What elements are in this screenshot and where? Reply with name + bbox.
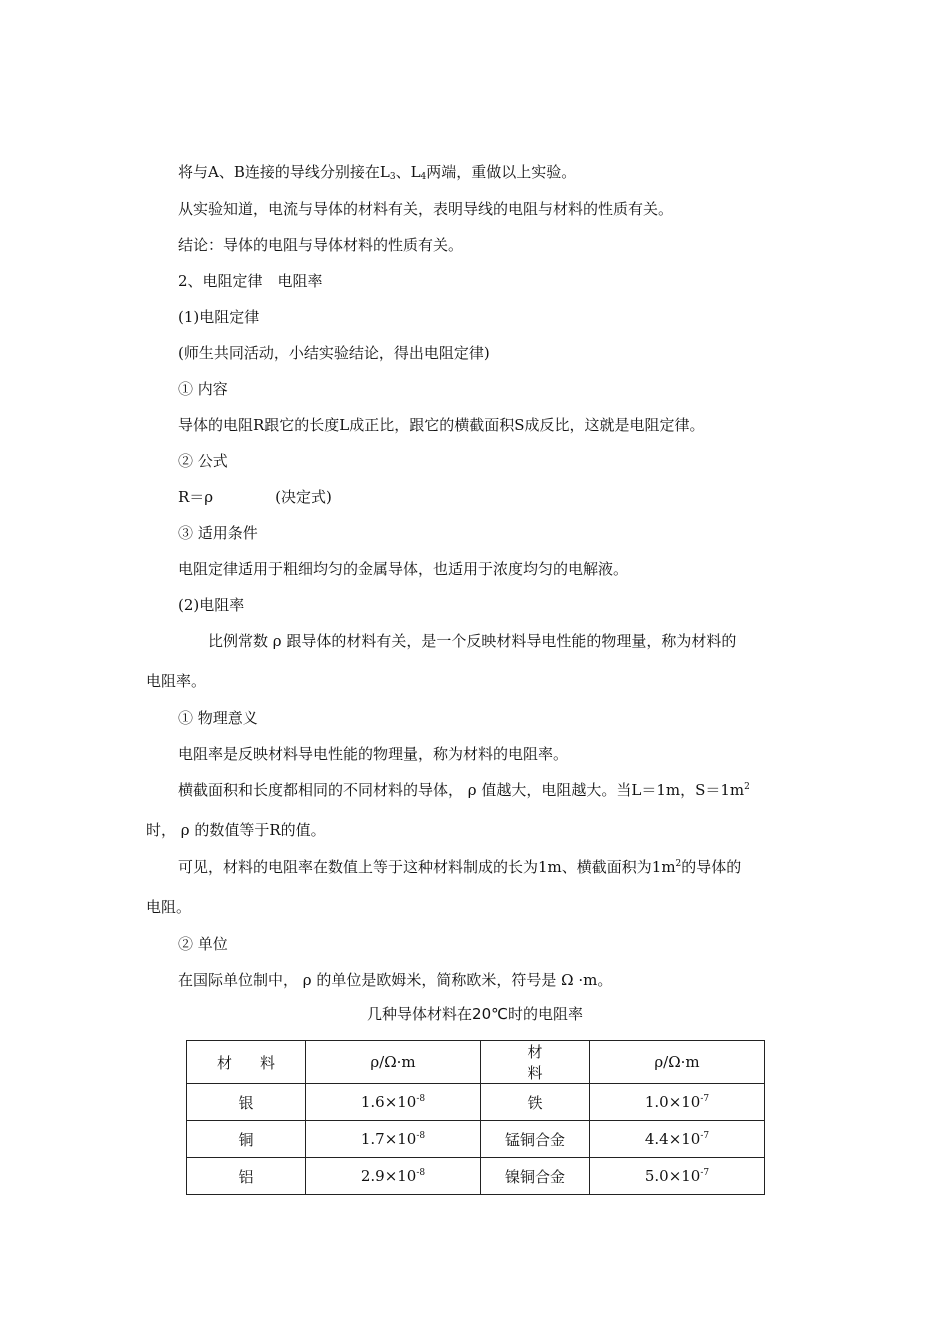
table-row <box>187 1158 765 1195</box>
item-heading-physical-meaning: ① 物理意义 <box>178 709 258 727</box>
paragraph-applicability: 电阻定律适用于粗细均匀的金属导体，也适用于浓度均匀的电解液。 <box>178 560 629 578</box>
paragraph-repeat-experiment: 将与A、B连接的导线分别接在$L_3$、$L_4$两端，重做以上实验。 <box>178 163 577 182</box>
table-caption: 几种导体材料在20℃时的电阻率 <box>367 1005 583 1023</box>
resistivity-cell: $1.0\times 10^{-7}$ <box>590 1084 765 1121</box>
item-heading-conditions: ③ 适用条件 <box>178 524 258 542</box>
item-heading-unit: ② 单位 <box>178 935 228 953</box>
paragraph-law-statement: 导体的电阻R跟它的长度L成正比，跟它的横截面积S成反比，这就是电阻定律。 <box>178 416 705 434</box>
subsection-heading-law: (1)电阻定律 <box>178 308 260 326</box>
resistivity-cell: $5.0\times 10^{-7}$ <box>590 1158 765 1195</box>
item-heading-formula: ② 公式 <box>178 452 228 470</box>
resistivity-cell: $1.7\times 10^{-8}$ <box>306 1121 481 1158</box>
material-cell: 锰铜合金 <box>481 1121 590 1158</box>
paragraph-unit: 在国际单位制中， ρ 的单位是欧姆米，简称欧米，符号是 Ω ·m。 <box>178 971 613 989</box>
resistivity-cell: $2.9\times 10^{-8}$ <box>306 1158 481 1195</box>
resistivity-table <box>186 1040 765 1195</box>
subsection-heading-resistivity: (2)电阻率 <box>178 596 245 614</box>
material-cell: 银 <box>187 1084 306 1121</box>
table-header-row <box>187 1041 765 1084</box>
material-cell: 铁 <box>481 1084 590 1121</box>
material-cell: 铝 <box>187 1158 306 1195</box>
table-row <box>187 1121 765 1158</box>
paragraph-conclusion: 结论：导体的电阻与导体材料的性质有关。 <box>178 236 464 254</box>
material-cell: 铜 <box>187 1121 306 1158</box>
paragraph-proportional-constant: 比例常数 ρ 跟导体的材料有关，是一个反映材料导电性能的物理量，称为材料的 <box>208 632 737 650</box>
paragraph-resistivity-definition: 电阻率是反映材料导电性能的物理量，称为材料的电阻率。 <box>178 745 569 763</box>
paragraph-numeric-meaning: 可见，材料的电阻率在数值上等于这种材料制成的长为1m、横截面积为$1m^2$的导体的 <box>178 858 742 876</box>
table-row <box>187 1084 765 1121</box>
resistivity-cell: $1.6\times 10^{-8}$ <box>306 1084 481 1121</box>
paragraph-proportional-constant-cont: 电阻率。 <box>146 672 207 690</box>
paragraph-activity-note: (师生共同活动，小结实验结论，得出电阻定律) <box>178 344 490 362</box>
item-heading-content: ① 内容 <box>178 380 228 398</box>
resistivity-cell: $4.4\times 10^{-7}$ <box>590 1121 765 1158</box>
material-cell: 镍铜合金 <box>481 1158 590 1195</box>
paragraph-numeric-meaning-cont: 电阻。 <box>146 898 192 916</box>
section-heading-resistance-law: 2、电阻定律 电阻率 <box>178 272 323 290</box>
header-resistivity: ρ/Ω·m <box>306 1041 481 1084</box>
formula-line: R＝ρ (决定式) <box>178 488 332 506</box>
header-resistivity: ρ/Ω·m <box>590 1041 765 1084</box>
paragraph-comparison-cont: 时， ρ 的数值等于R的值。 <box>146 821 326 839</box>
paragraph-experiment-result: 从实验知道，电流与导体的材料有关，表明导线的电阻与材料的性质有关。 <box>178 200 674 218</box>
header-material: 材料 <box>481 1041 590 1084</box>
header-material: 材料 <box>187 1041 306 1084</box>
paragraph-comparison: 横截面积和长度都相同的不同材料的导体， ρ 值越大，电阻越大。当L＝1m，$S=1m^2$ <box>178 781 750 799</box>
